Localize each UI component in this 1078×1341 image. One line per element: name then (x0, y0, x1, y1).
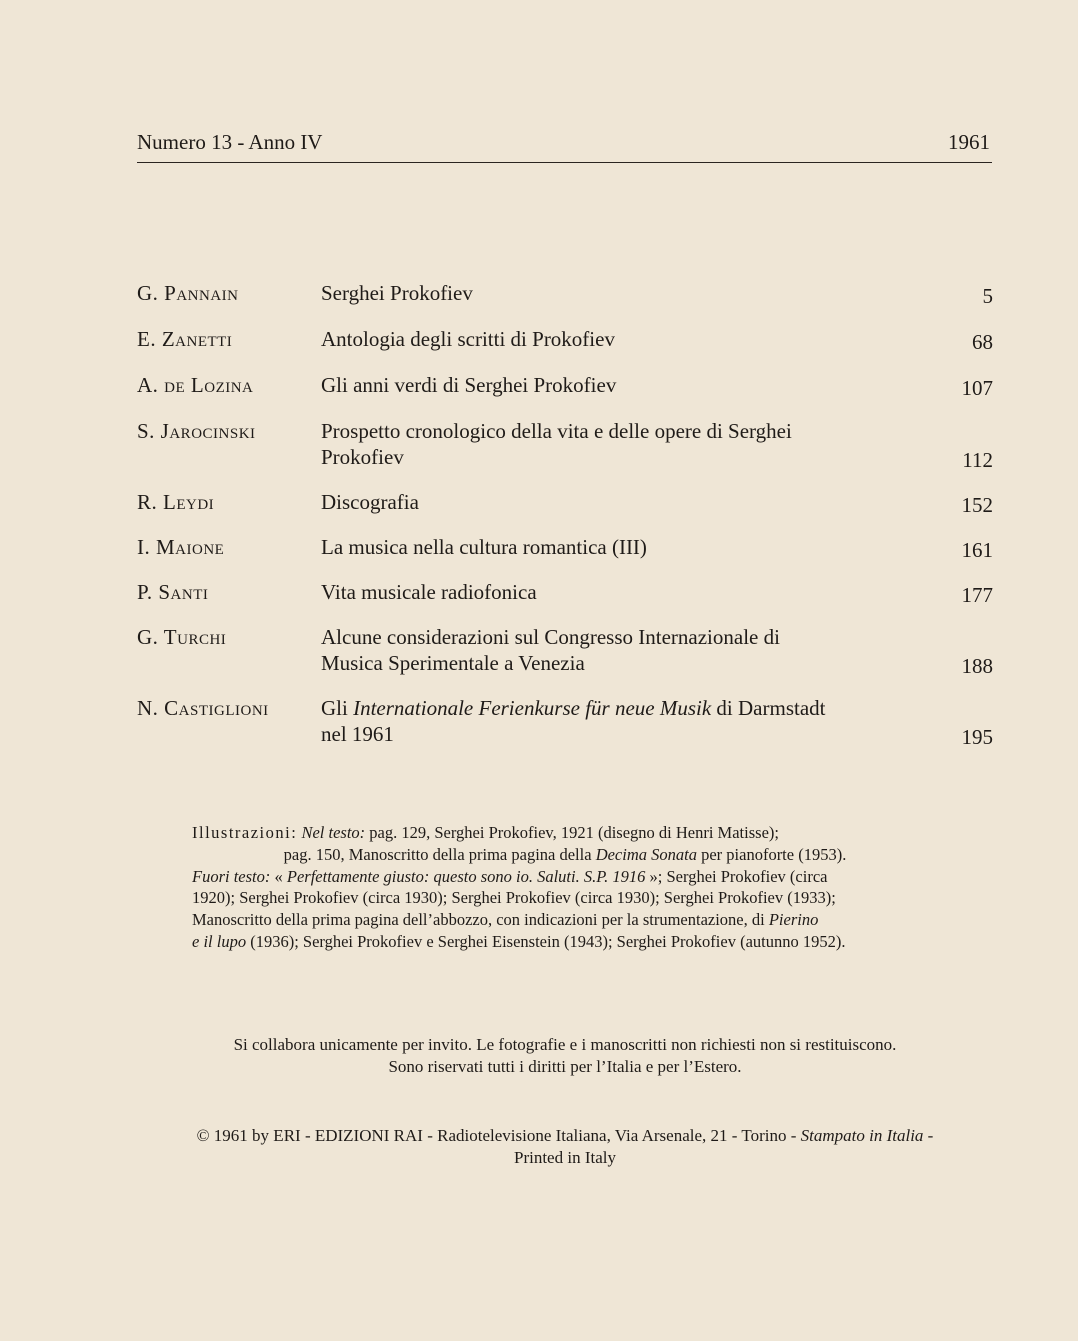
toc-entry (137, 418, 993, 470)
toc-title: La musica nella cultura romantica (III) (321, 535, 647, 559)
table-of-contents (137, 280, 993, 747)
toc-author: G. Pannain (137, 281, 239, 305)
toc-entry (137, 372, 993, 398)
illus-text: per pianoforte (1953). (696, 844, 847, 864)
illus-text: pag. 129, Serghei Prokofiev, 1921 (disegno di Henri Matisse); (365, 823, 779, 842)
toc-author: S. Jarocinski (137, 419, 256, 443)
toc-title-line2: Prokofiev (321, 445, 404, 469)
illus-text: 1920); Serghei Prokofiev (circa 1930); Serghei Prokofiev (circa 1930); Serghei Prokofiev (1933); (192, 888, 836, 908)
toc-title-line2: nel 1961 (321, 722, 394, 746)
illus-italic: Decima Sonata (595, 844, 697, 864)
issue-number: Numero 13 - Anno IV (137, 130, 323, 154)
illus-text: Manoscritto della prima pagina dell’abbozzo, con indicazioni per la strumentazione, di (192, 910, 769, 930)
header-rule (137, 162, 992, 163)
toc-title-pre: Gli (321, 696, 354, 720)
toc-page: 112 (962, 448, 993, 472)
toc-entry (137, 695, 993, 747)
toc-title: Gli anni verdi di Serghei Prokofiev (321, 373, 617, 397)
toc-title-post: di Darmstadt (711, 696, 826, 720)
toc-page: 68 (972, 330, 993, 354)
note-line: Sono riservati tutti i diritti per l’Italia e per l’Estero. (388, 1057, 742, 1076)
illus-text: « (270, 866, 287, 886)
toc-page: 152 (961, 493, 993, 517)
toc-entry (137, 489, 993, 515)
illus-line (192, 887, 938, 909)
illus-italic: Perfettamente giusto: questo sono io. Saluti. S.P. 1916 (286, 866, 646, 886)
illus-italic: e il lupo (192, 931, 247, 951)
toc-page: 161 (961, 538, 993, 562)
toc-entry (137, 579, 993, 605)
illus-text: »; Serghei Prokofiev (circa (645, 866, 828, 886)
toc-entry (137, 280, 993, 306)
toc-author: E. Zanetti (137, 327, 233, 351)
collaboration-note (137, 1034, 993, 1078)
toc-title (321, 418, 886, 470)
toc-page: 188 (961, 654, 993, 678)
toc-title: Antologia degli scritti di Prokofiev (321, 327, 615, 351)
toc-entry (137, 326, 993, 352)
fuori-testo-label: Fuori testo: (192, 866, 271, 886)
toc-title (321, 624, 886, 676)
toc-author: R. Leydi (137, 490, 215, 514)
illus-line (192, 931, 938, 953)
toc-author: A. de Lozina (137, 373, 254, 397)
toc-author: N. Castiglioni (137, 696, 269, 720)
copyright-line: Printed in Italy (514, 1148, 616, 1167)
illus-line (192, 909, 938, 931)
toc-title-line2: Musica Sperimentale a Venezia (321, 651, 585, 675)
copyright-text: © 1961 by ERI - EDIZIONI RAI - Radiotelevisione Italiana, Via Arsenale, 21 - Torino - (196, 1126, 801, 1145)
copyright-italic: Stampato in Italia (800, 1126, 924, 1145)
toc-page: 195 (961, 725, 993, 749)
issue-year: 1961 (948, 130, 990, 154)
toc-title: Serghei Prokofiev (321, 281, 473, 305)
toc-entry (137, 534, 993, 560)
illus-line (192, 866, 938, 888)
toc-title (321, 695, 886, 747)
copyright-line (137, 1125, 993, 1147)
toc-entry (137, 624, 993, 676)
illus-label: Illustrazioni: (192, 823, 298, 842)
toc-title: Discografia (321, 490, 419, 514)
nel-testo-label: Nel testo: (301, 823, 366, 842)
illustrations-note (192, 822, 938, 953)
illus-text: (1936); Serghei Prokofiev e Serghei Eisenstein (1943); Serghei Prokofiev (autunno 1952). (246, 931, 846, 951)
toc-author: P. Santi (137, 580, 209, 604)
toc-title-line1: Alcune considerazioni sul Congresso Internazionale di (321, 625, 780, 649)
illus-line (192, 822, 938, 844)
toc-title-italic: Internationale Ferienkurse für neue Musik (353, 696, 712, 720)
toc-author: I. Maione (137, 535, 225, 559)
toc-title-line1: Prospetto cronologico della vita e delle opere di Serghei (321, 419, 792, 443)
toc-page: 177 (961, 583, 993, 607)
copyright-text: - (923, 1126, 934, 1145)
illus-text: pag. 150, Manoscritto della prima pagina della (283, 844, 596, 864)
toc-page: 107 (961, 376, 993, 400)
toc-author: G. Turchi (137, 625, 227, 649)
toc-page: 5 (982, 284, 993, 308)
illus-italic: Pierino (768, 910, 819, 930)
issue-header (137, 130, 990, 155)
toc-title: Vita musicale radiofonica (321, 580, 537, 604)
copyright-notice (137, 1125, 993, 1169)
note-line: Si collabora unicamente per invito. Le fotografie e i manoscritti non richiesti non si restituiscono. (233, 1035, 897, 1054)
illus-line (192, 844, 938, 866)
